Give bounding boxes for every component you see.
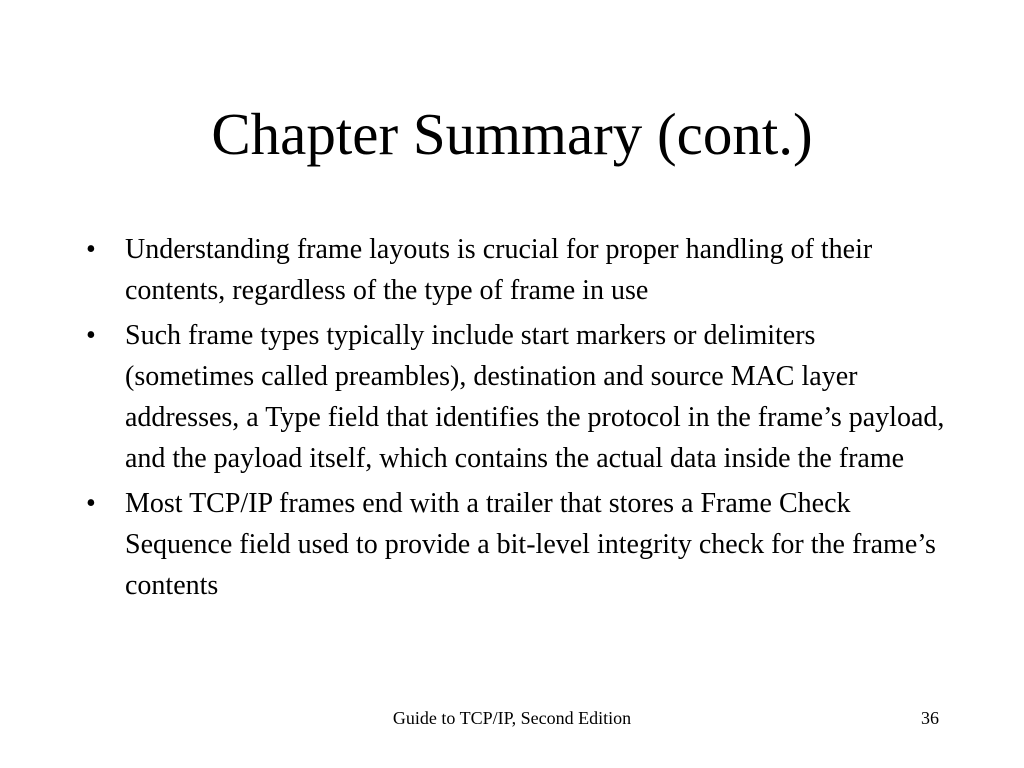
bullet-list (86, 229, 946, 610)
bullet-marker: • (86, 488, 96, 519)
footer-page-number: 36 (921, 708, 939, 728)
slide-title: Chapter Summary (cont.) (211, 101, 813, 167)
bullet-marker: • (86, 234, 96, 265)
bullet-item (86, 483, 946, 606)
bullet-text: Such frame types typically include start markers or delimiters (sometimes called preambles), destination and source MAC layer addresses, a Type field that identifies the protocol in the frame’s payload, and the payload itself, which contains the actual data inside the frame (125, 320, 945, 474)
bullet-marker: • (86, 320, 96, 351)
bullet-item (86, 229, 946, 311)
bullet-item (86, 315, 946, 479)
footer-book-title: Guide to TCP/IP, Second Edition (392, 708, 632, 728)
bullet-text: Most TCP/IP frames end with a trailer that stores a Frame Check Sequence field used to provide a bit-level integrity check for the frame’s contents (125, 488, 936, 601)
bullet-text: Understanding frame layouts is crucial for proper handling of their contents, regardless of the type of frame in use (125, 234, 873, 306)
